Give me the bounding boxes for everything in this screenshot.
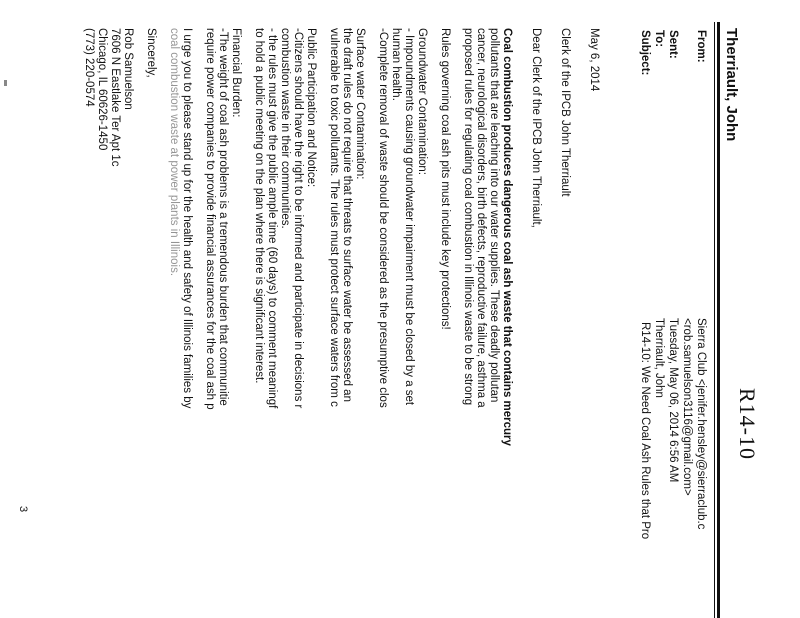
groundwater-line-1: - Impoundments causing groundwater impairment must be closed by a set (403, 28, 415, 406)
docket-stamp: R14-10 (735, 388, 760, 460)
signature-name: Rob Samuelson (122, 28, 134, 110)
scan-artifact (4, 80, 7, 86)
rules-line: Rules governing coal ash pits must include key protections! (439, 28, 451, 330)
letter-body (82, 28, 600, 618)
recipient-line: Clerk of the IPCB John Therriault (559, 28, 571, 197)
intro-line-1: Coal combustion produces dangerous coal ash waste that contains mercury (501, 28, 513, 446)
page-number: 3 (17, 506, 29, 513)
intro-line-4: proposed rules for regulating coal combustion in Illinois waste to be strong (462, 28, 474, 406)
intro-line-2: pollutants that are leaching into our water supplies. These deadly pollutan (488, 28, 500, 403)
sent-label: Sent: (667, 30, 679, 59)
financial-burden-heading: Financial Burden: (230, 28, 242, 118)
subject-label: Subject: (639, 30, 651, 76)
header-rule (717, 22, 720, 618)
from-value: Sierra Club <jenifer.hensley@sierraclub.c (695, 318, 707, 530)
public-participation-line-1: -Citizens should have the right to be informed and participate in decisions r (292, 28, 304, 409)
groundwater-line-3: -Complete removal of waste should be considered as the presumptive clos (377, 28, 389, 408)
subject-value: R14-10: We Need Coal Ash Rules that Pro (639, 322, 651, 540)
urge-line-2: coal combustion waste at power plants in Illinois. (168, 28, 180, 277)
signature-phone: (773) 220-0574 (83, 28, 95, 107)
public-participation-line-2: combustion waste in their communities. (279, 28, 291, 229)
sender-name: Therriault, John (723, 28, 740, 142)
from-label: From: (695, 30, 707, 63)
urge-line-1: I urge you to please stand up for the health and safety of Illinois families by (181, 28, 193, 409)
signature-address-1: 7606 N Eastlake Ter Apt 1c (109, 28, 121, 167)
surface-water-heading: Surface water Contamination: (354, 28, 366, 180)
financial-burden-line-1: -The weight of coal ash problems is a tremendous burden that communitie (217, 28, 229, 406)
header-rule-thin (714, 22, 715, 618)
surface-water-line-1: the draft rules do not require that threats to surface water be assessed an (341, 28, 353, 402)
signature-address-2: Chicago, IL 60626-1450 (96, 28, 108, 151)
letter-date: May 6, 2014 (588, 28, 600, 92)
surface-water-line-2: vulnerable to toxic pollutants. The rules must protect surface waters from c (328, 28, 340, 407)
salutation: Dear Clerk of the IPCB John Therriault, (530, 28, 542, 228)
to-value: Therriault, John (653, 318, 665, 398)
sent-value: Tuesday, May 06, 2014 6:56 AM (667, 318, 679, 483)
public-participation-line-3: - the rules must give the public ample time (60 days) to comment meaningf (266, 28, 278, 409)
closing: Sincerely, (145, 28, 157, 78)
public-participation-heading: Public Participation and Notice: (305, 28, 317, 188)
financial-burden-line-2: require power companies to provide financial assurances for the coal ash p (204, 28, 216, 410)
to-label: To: (653, 30, 665, 48)
groundwater-heading: Groundwater Contamination: (416, 28, 428, 176)
intro-line-3: cancer, neurological disorders, birth defects, reproductive failure, asthma a (475, 28, 487, 408)
public-participation-line-4: to hold a public meeting on the plan where there is significant interest. (253, 28, 265, 384)
groundwater-line-2: human health. (390, 28, 402, 101)
from-value-email: <rob.samuelson3116@gmail.com> (681, 318, 693, 496)
